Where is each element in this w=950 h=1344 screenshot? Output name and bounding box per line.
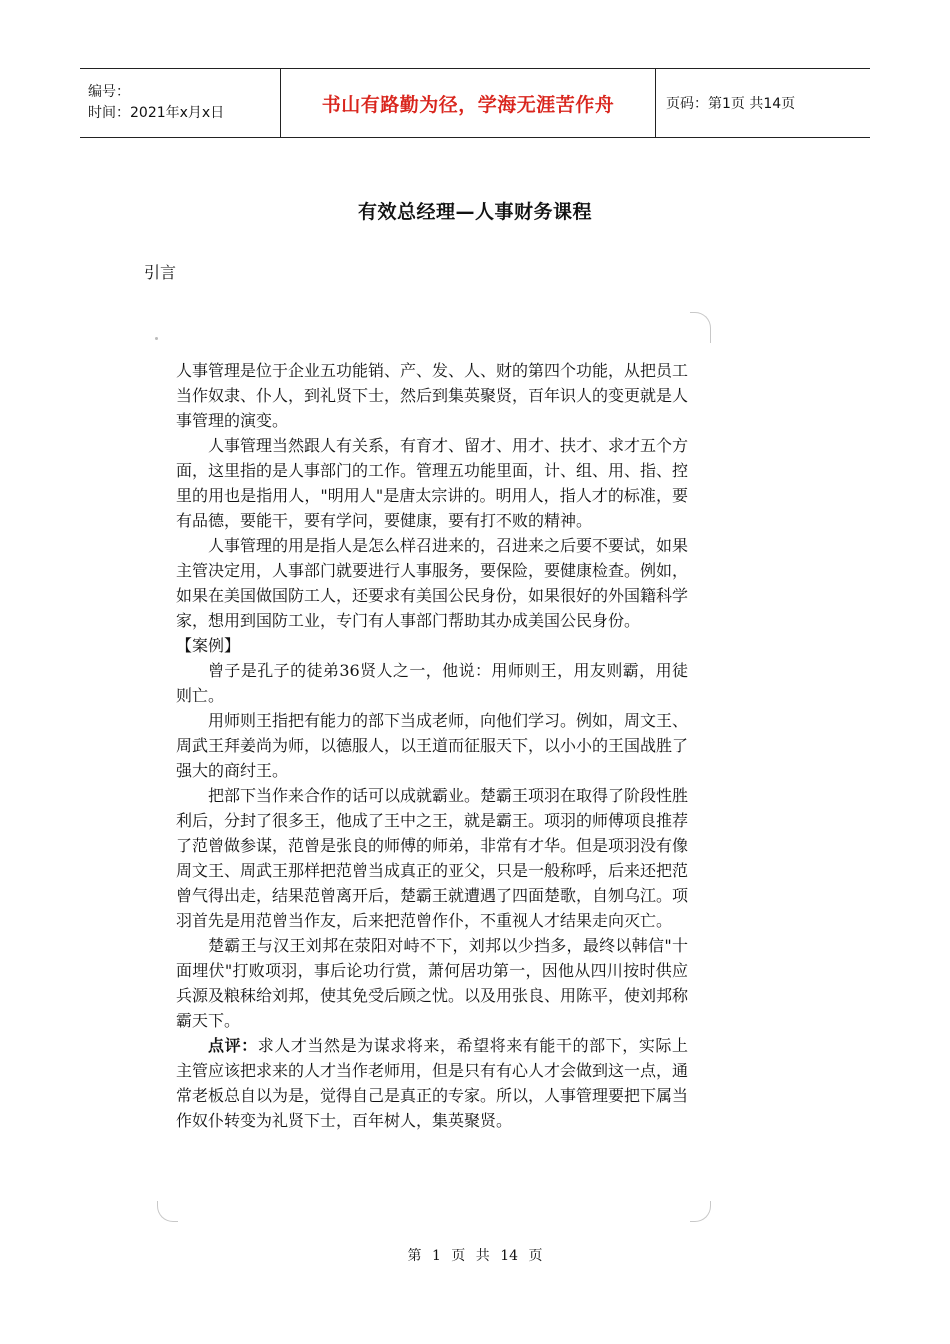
- document-title: 有效总经理—人事财务课程: [357, 201, 592, 223]
- paragraph: 人事管理的用是指人是怎么样召进来的，召进来之后要不要试，如果主管决定用，人事部门就要进行人事服务，要保险，要健康检查。例如，如果在美国做国防工人，还要求有美国公民身份，如果很好的外国籍科学家，想用到国防工业，专门有人事部门帮助其办成美国公民身份。: [176, 536, 689, 630]
- paragraph: 曾子是孔子的徒弟36贤人之一，他说：用师则王，用友则霸，用徒则亡。: [176, 661, 688, 705]
- page-label: 页码：第1页 共14页: [666, 96, 796, 112]
- paragraph: 人事管理当然跟人有关系，有育才、留才、用才、扶才、求才五个方面，这里指的是人事部门的工作。管理五功能里面，计、组、用、指、控里的用也是指用人，"明用人"是唐太宗讲的。明用人，指人才的标准，要有品德，要能干，要有学问，要健康，要有打不败的精神。: [176, 436, 689, 530]
- crop-mark-bottom-left: [157, 1201, 178, 1222]
- time-label: 时间：2021年x月x日: [88, 105, 225, 121]
- document-header: [80, 68, 870, 138]
- comment-text: 求人才当然是为谋求将来，希望将来有能干的部下，实际上主管应该把求来的人才当作老师用，但是只有有心人才会做到这一点，通常老板总自以为是，觉得自己是真正的专家。所以，人事管理要把下属当作奴仆转变为礼贤下士，百年树人，集英聚贤。: [176, 1036, 689, 1130]
- paragraph: 楚霸王与汉王刘邦在荥阳对峙不下，刘邦以少挡多，最终以韩信"十面埋伏"打败项羽，事后论功行赏，萧何居功第一，因他从四川按时供应兵源及粮秣给刘邦，使其免受后顾之忧。以及用张良、用陈平，使刘邦称霸天下。: [176, 936, 689, 1030]
- crop-mark-top-left: [145, 333, 151, 339]
- number-label: 编号：: [88, 84, 130, 100]
- intro-label: 引言: [144, 263, 177, 282]
- paragraph: 用师则王指把有能力的部下当成老师，向他们学习。例如，周文王、周武王拜姜尚为师，以德服人，以王道而征服天下，以小小的王国战胜了强大的商纣王。: [176, 711, 689, 780]
- crop-mark-top-right: [690, 312, 711, 343]
- crop-mark-bottom-right: [690, 1201, 711, 1222]
- body-text: [176, 358, 688, 1133]
- page-footer: 第 1 页 共 14 页: [407, 1248, 543, 1264]
- header-meta: [80, 69, 280, 137]
- comment-label: 点评：: [208, 1036, 258, 1055]
- comment-paragraph: [176, 1033, 688, 1133]
- motto: 书山有路勤为径，学海无涯苦作舟: [321, 93, 615, 116]
- paragraph: 人事管理是位于企业五功能销、产、发、人、财的第四个功能，从把员工当作奴隶、仆人，到礼贤下士，然后到集英聚贤，百年识人的变更就是人事管理的演变。: [176, 361, 689, 430]
- header-page-cell: [656, 69, 870, 137]
- paragraph: 把部下当作来合作的话可以成就霸业。楚霸王项羽在取得了阶段性胜利后，分封了很多王，他成了王中之王，就是霸王。项羽的师傅项良推荐了范曾做参谋，范曾是张良的师傅的师弟，非常有才华。但是项羽没有像周文王、周武王那样把范曾当成真正的亚父，只是一般称呼，后来还把范曾气得出走，结果范曾离开后，楚霸王就遭遇了四面楚歌，自刎乌江。项羽首先是用范曾当作友，后来把范曾作仆，不重视人才结果走向灭亡。: [176, 786, 689, 930]
- case-heading: 【案例】: [176, 636, 241, 655]
- header-motto-cell: [280, 69, 656, 137]
